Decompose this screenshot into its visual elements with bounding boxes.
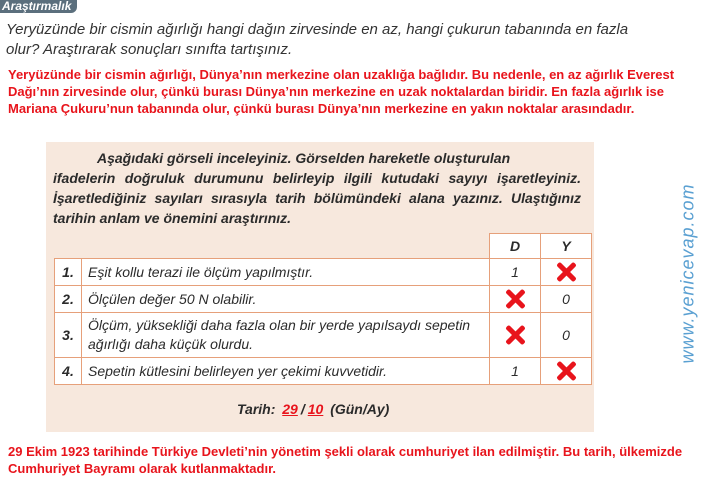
date-format-hint: (Gün/Ay) — [330, 401, 390, 417]
table-row — [55, 313, 592, 358]
answer-bottom: 29 Ekim 1923 tarihinde Türkiye Devleti’nin yönetim şekli olarak cumhuriyet ilan edilmiştir. Bu tarih, ülkemizde Cumhuriyet Bayramı olarak kutlanmaktadır. — [8, 444, 683, 476]
row-statement: Eşit kollu terazi ile ölçüm yapılmıştır. — [82, 259, 490, 286]
date-line — [237, 401, 389, 417]
row-number: 4. — [55, 358, 82, 385]
answer-top: Yeryüzünde bir cismin ağırlığı, Dünya’nın merkezine olan uzaklığa bağlıdır. Bu nedenle, en az ağırlık Everest Dağı’nın zirvesinde olur, çünkü burası Dünya’nın merkezine en uzak noktalardan biridir. En fazla ağırlık ise Mariana Çukuru’nun tabanında olur, çünkü burası Dünya’nın merkezine en yakın noktalar arasındadır. — [8, 67, 675, 116]
cell-y[interactable] — [541, 358, 592, 385]
true-false-table — [54, 233, 592, 385]
row-statement: Sepetin kütlesini belirleyen yer çekimi kuvvetidir. — [82, 358, 490, 385]
x-mark-icon — [504, 288, 526, 310]
table-row — [55, 358, 592, 385]
date-label: Tarih: — [237, 401, 276, 417]
cell-d[interactable]: 1 — [490, 358, 541, 385]
cell-y[interactable]: 0 — [541, 286, 592, 313]
cell-y[interactable]: 0 — [541, 313, 592, 358]
date-month[interactable]: 10 — [307, 401, 324, 417]
table-row — [55, 286, 592, 313]
date-day[interactable]: 29 — [282, 401, 298, 417]
x-mark-icon — [504, 324, 526, 346]
col-header-d: D — [490, 234, 541, 259]
instruction-first-line: Aşağıdaki görseli inceleyiniz. Görselden hareketle oluşturulan — [97, 150, 511, 166]
question-line-1: Yeryüzünde bir cismin ağırlığı hangi dağın zirvesinde en az, hangi çukurun tabanında en fazla — [6, 21, 629, 38]
row-statement: Ölçülen değer 50 N olabilir. — [82, 286, 490, 313]
x-mark-icon — [555, 261, 577, 283]
cell-d[interactable] — [490, 313, 541, 358]
instruction-rest: ifadelerin doğruluk durumunu belirleyip ilgili kutudaki sayıyı işaretleyiniz. İşaretlediğiniz sayıları sırasıyla tarih bölümündeki alana yazınız. Ulaştığınız tarihin anlam ve önemini araştırınız. — [53, 170, 581, 226]
watermark — [673, 158, 703, 388]
row-number: 1. — [55, 259, 82, 286]
question-text — [6, 20, 646, 60]
table-header-row — [55, 234, 592, 259]
row-statement: Ölçüm, yüksekliği daha fazla olan bir yerde yapılsaydı sepetin ağırlığı daha küçük olurdu. — [82, 313, 490, 358]
x-mark-icon — [555, 360, 577, 382]
col-header-y: Y — [541, 234, 592, 259]
question-line-2: olur? Araştırarak sonuçları sınıfta tartışınız. — [6, 41, 293, 58]
cell-d[interactable]: 1 — [490, 259, 541, 286]
table-header-blank — [55, 234, 490, 259]
cell-d[interactable] — [490, 286, 541, 313]
row-number: 2. — [55, 286, 82, 313]
section-badge: Araştırmalık — [0, 0, 77, 13]
watermark-text: www.yenicevap.com — [677, 182, 698, 364]
row-number: 3. — [55, 313, 82, 358]
date-separator: / — [300, 401, 305, 417]
instruction-text — [53, 148, 581, 228]
table-row — [55, 259, 592, 286]
cell-y[interactable] — [541, 259, 592, 286]
